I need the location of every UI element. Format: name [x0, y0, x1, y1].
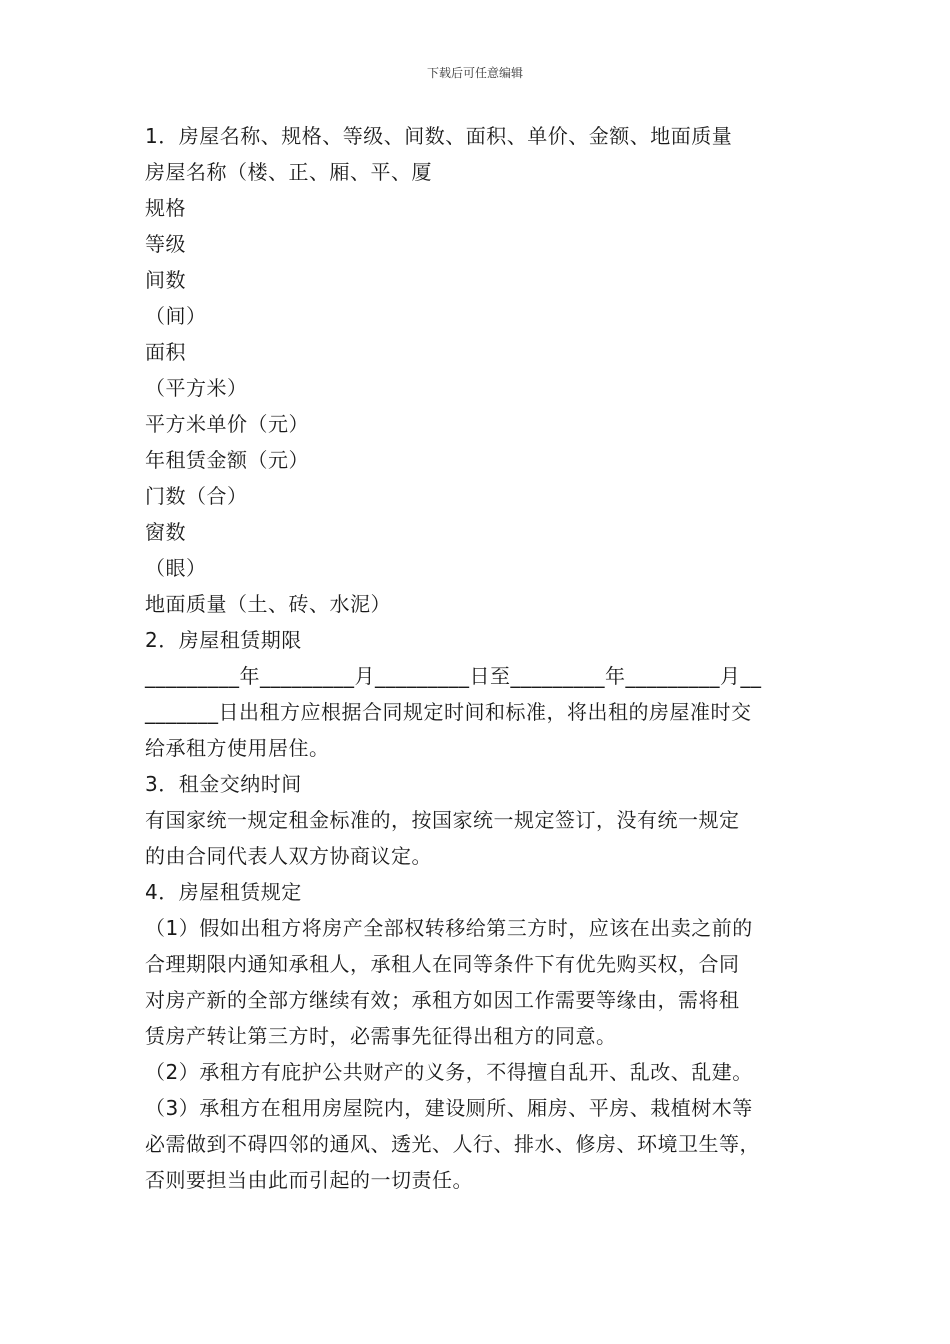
document-body: [145, 118, 825, 1198]
lease-period-text-2: 给承租方使用居住。: [145, 736, 330, 760]
field-door-count: 门数（合）: [145, 484, 248, 508]
clause-3-line-3: 否则要担当由此而引起的一切责任。: [145, 1168, 473, 1192]
field-area: 面积: [145, 340, 186, 364]
rent-payment-text-2: 的由合同代表人双方协商议定。: [145, 844, 432, 868]
field-unit-price: 平方米单价（元）: [145, 412, 309, 436]
field-house-name: 房屋名称（楼、正、厢、平、厦: [145, 160, 432, 184]
field-floor-quality: 地面质量（土、砖、水泥）: [145, 592, 391, 616]
clause-1-line-3: 对房产新的全部方继续有效；承租方如因工作需要等缘由，需将租: [145, 988, 740, 1012]
lease-period-blanks: _________年_________月_________日至_________年_________月__: [145, 664, 762, 688]
clause-1-line-4: 赁房产转让第三方时，必需事先征得出租方的同意。: [145, 1024, 617, 1048]
clause-3-line-1: （3）承租方在租用房屋院内，建设厕所、厢房、平房、栽植树木等: [145, 1096, 753, 1120]
field-annual-rent: 年租赁金额（元）: [145, 448, 309, 472]
section-1-heading: 1．房屋名称、规格、等级、间数、面积、单价、金额、地面质量: [145, 124, 733, 148]
section-3-heading: 3．租金交纳时间: [145, 772, 302, 796]
field-window-unit: （眼）: [145, 556, 207, 580]
field-window-count: 窗数: [145, 520, 186, 544]
field-room-count: 间数: [145, 268, 186, 292]
lease-period-text-1: _______日出租方应根据合同规定时间和标准，将出租的房屋准时交: [145, 700, 752, 724]
field-specification: 规格: [145, 196, 186, 220]
field-grade: 等级: [145, 232, 186, 256]
clause-2: （2）承租方有庇护公共财产的义务，不得擅自乱开、乱改、乱建。: [145, 1060, 753, 1084]
clause-1-line-2: 合理期限内通知承租人，承租人在同等条件下有优先购买权，合同: [145, 952, 740, 976]
section-4-heading: 4．房屋租赁规定: [145, 880, 302, 904]
field-area-unit: （平方米）: [145, 376, 248, 400]
rent-payment-text-1: 有国家统一规定租金标准的，按国家统一规定签订，没有统一规定: [145, 808, 740, 832]
field-room-unit: （间）: [145, 304, 207, 328]
clause-3-line-2: 必需做到不碍四邻的通风、透光、人行、排水、修房、环境卫生等，: [145, 1132, 760, 1156]
page-header: 下载后可任意编辑: [426, 66, 523, 80]
section-2-heading: 2．房屋租赁期限: [145, 628, 302, 652]
clause-1-line-1: （1）假如出租方将房产全部权转移给第三方时，应该在出卖之前的: [145, 916, 753, 940]
